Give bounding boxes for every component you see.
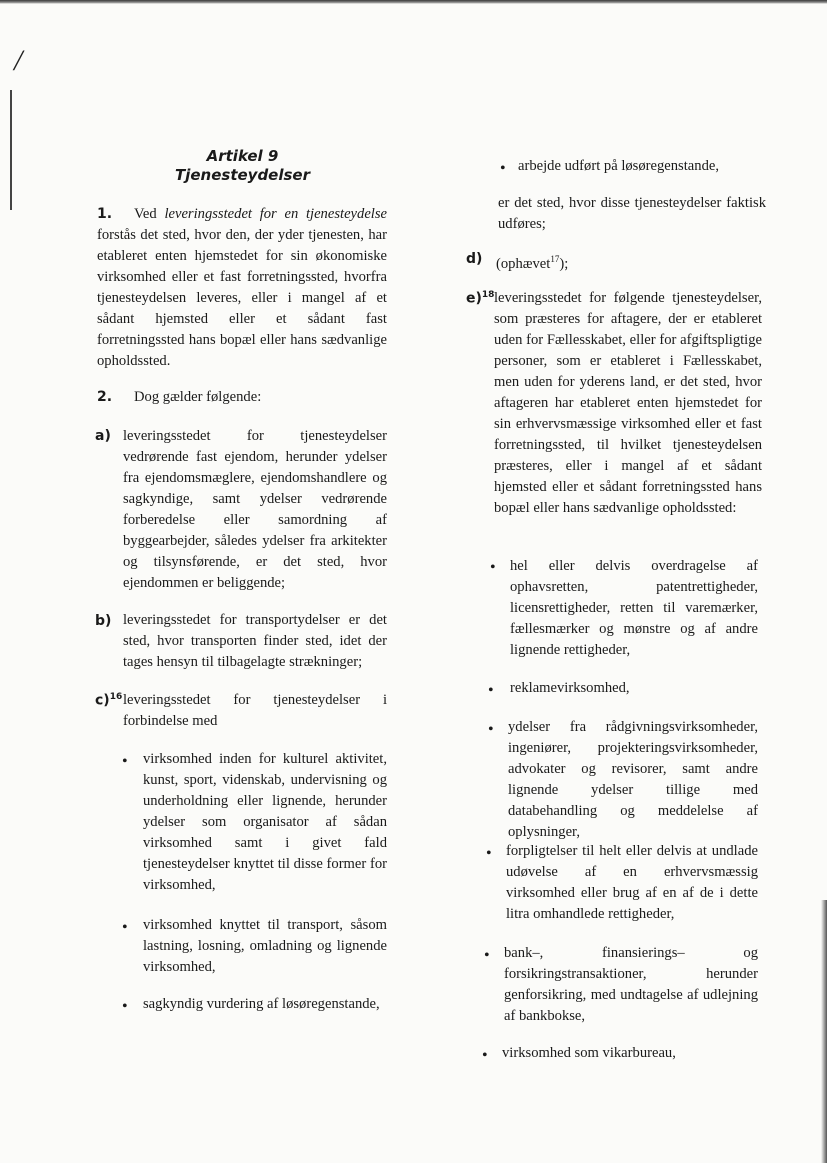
bullet-marker: • [482,1047,488,1064]
item-d-label: d) [466,251,483,267]
bullet-marker: • [488,721,494,738]
item-e-bullet-6: virksomhed som vikarbureau, [502,1045,676,1061]
section-2-number: 2. [97,389,113,405]
bullet-marker: • [122,998,128,1015]
scan-right-edge [821,900,827,1163]
bullet-marker: • [500,160,506,177]
section-1-number: 1. [97,206,113,222]
footnote-17: 17 [550,254,560,264]
bullet-marker: • [122,919,128,936]
item-c-bullet-1: virksomhed inden for kulturel aktivitet, kunst, sport, videnskab, undervisning og underholdning eller lignende, herunder ydelser som organisator af sådan virksomhed samt i givet fald tjenesteydelser knyttet til disse former for virksomhed, [143,751,387,893]
item-a-label: a) [95,428,111,444]
item-c-label: c)$^{16}$ [95,692,123,709]
item-b-label: b) [95,613,112,629]
item-c-bullet-4: arbejde udført på løsøregenstande, [518,158,719,174]
bullet-marker: • [488,682,494,699]
bullet-marker: • [490,559,496,576]
item-e-text: leveringsstedet for følgende tjenesteydelser, som præsteres for aftagere, der er etableret uden for Fællesskabet, eller for afgiftspligtige personer, som er etableret i Fællesskabet, men uden for yderens land, er det sted, hvor aftageren har etableret enten hjemstedet for sin erhvervsmæssige virksomhed eller et fast forretningssted, til hvilket tjenesteydelsen præsteres, eller i mangel af et sådant hjemsted eller et sådant forretningssted hans bopæl eller hans sædvanlige opholdssted: [494,290,762,516]
item-e-bullet-5: bank–, finansierings– og forsikringstransaktioner, herunder genforsikring, med undtagelse af udlejning af bankbokse, [504,945,758,1024]
item-e-label: e)$^{18}$ [466,290,495,307]
item-a-text: leveringsstedet for tjenesteydelser vedrørende fast ejendom, herunder ydelser fra ejendomsmæglere, ejendomshandlere og sagkyndige, samt ydelser vedrørende forberedelse eller samordning af byggearbejder, således ydelser fra arkitekter og tilsynsførende, er det sted, hvor ejendommen er beliggende; [123,428,387,591]
section-2-text: Dog gælder følgende: [134,389,262,405]
bullet-marker: • [484,947,490,964]
item-c-bullet-3: sagkyndig vurdering af løsøregenstande, [143,996,380,1012]
item-c-conclusion: er det sted, hvor disse tjenesteydelser faktisk udføres; [498,195,766,232]
article-number: Artikel 9 [206,147,279,165]
bullet-marker: • [486,845,492,862]
handwritten-mark: / [14,44,23,77]
footnote-18: 18 [481,290,495,300]
item-c-text: leveringsstedet for tjenesteydelser i forbindelse med [123,692,387,729]
item-e-bullet-1: hel eller delvis overdragelse af ophavsretten, patentrettigheder, licensrettigheder, retten til varemærker, fællesmærker og mønstre og af andre lignende rettigheder, [510,558,758,658]
defined-term: leveringsstedet for en tjenesteydelse [164,206,388,222]
item-b-text: leveringsstedet for transportydelser er det sted, hvor transporten finder sted, idet der tages hensyn til tilbagelagte strækninger; [123,612,387,670]
scan-left-mark [10,90,12,210]
item-e-bullet-3: ydelser fra rådgivningsvirksomheder, ingeniører, projekteringsvirksomheder, advokater og revisorer, samt andre lignende ydelser tillige med databehandling og meddelelse af oplysninger, [508,719,758,840]
item-c-bullet-2: virksomhed knyttet til transport, såsom lastning, losning, omladning og lignende virksomhed, [143,917,387,975]
footnote-16: 16 [109,692,123,702]
item-e-bullet-4: forpligtelser til helt eller delvis at undlade udøvelse af en erhvervsmæssig virksomhed eller brug af en af de i dette litra omhandlede rettigheder, [506,843,758,922]
section-1-text: Ved leveringsstedet for en tjenesteydelse forstås det sted, hvor den, der yder tjenesten, har etableret enten hjemstedet for sin økonomiske virksomhed eller et fast forretningssted, hvorfra tjenesteydelsen leveres, eller i mangel af et sådant hjemsted eller et sådant fast forretningssted hans bopæl eller hans sædvanlige opholdssted. [97,206,388,369]
scan-top-edge [0,0,827,4]
item-e-bullet-2: reklamevirksomhed, [510,680,630,696]
item-d-text: (ophævet$^{17}$); [496,254,569,272]
article-title: Tjenesteydelser [175,166,310,184]
bullet-marker: • [122,753,128,770]
